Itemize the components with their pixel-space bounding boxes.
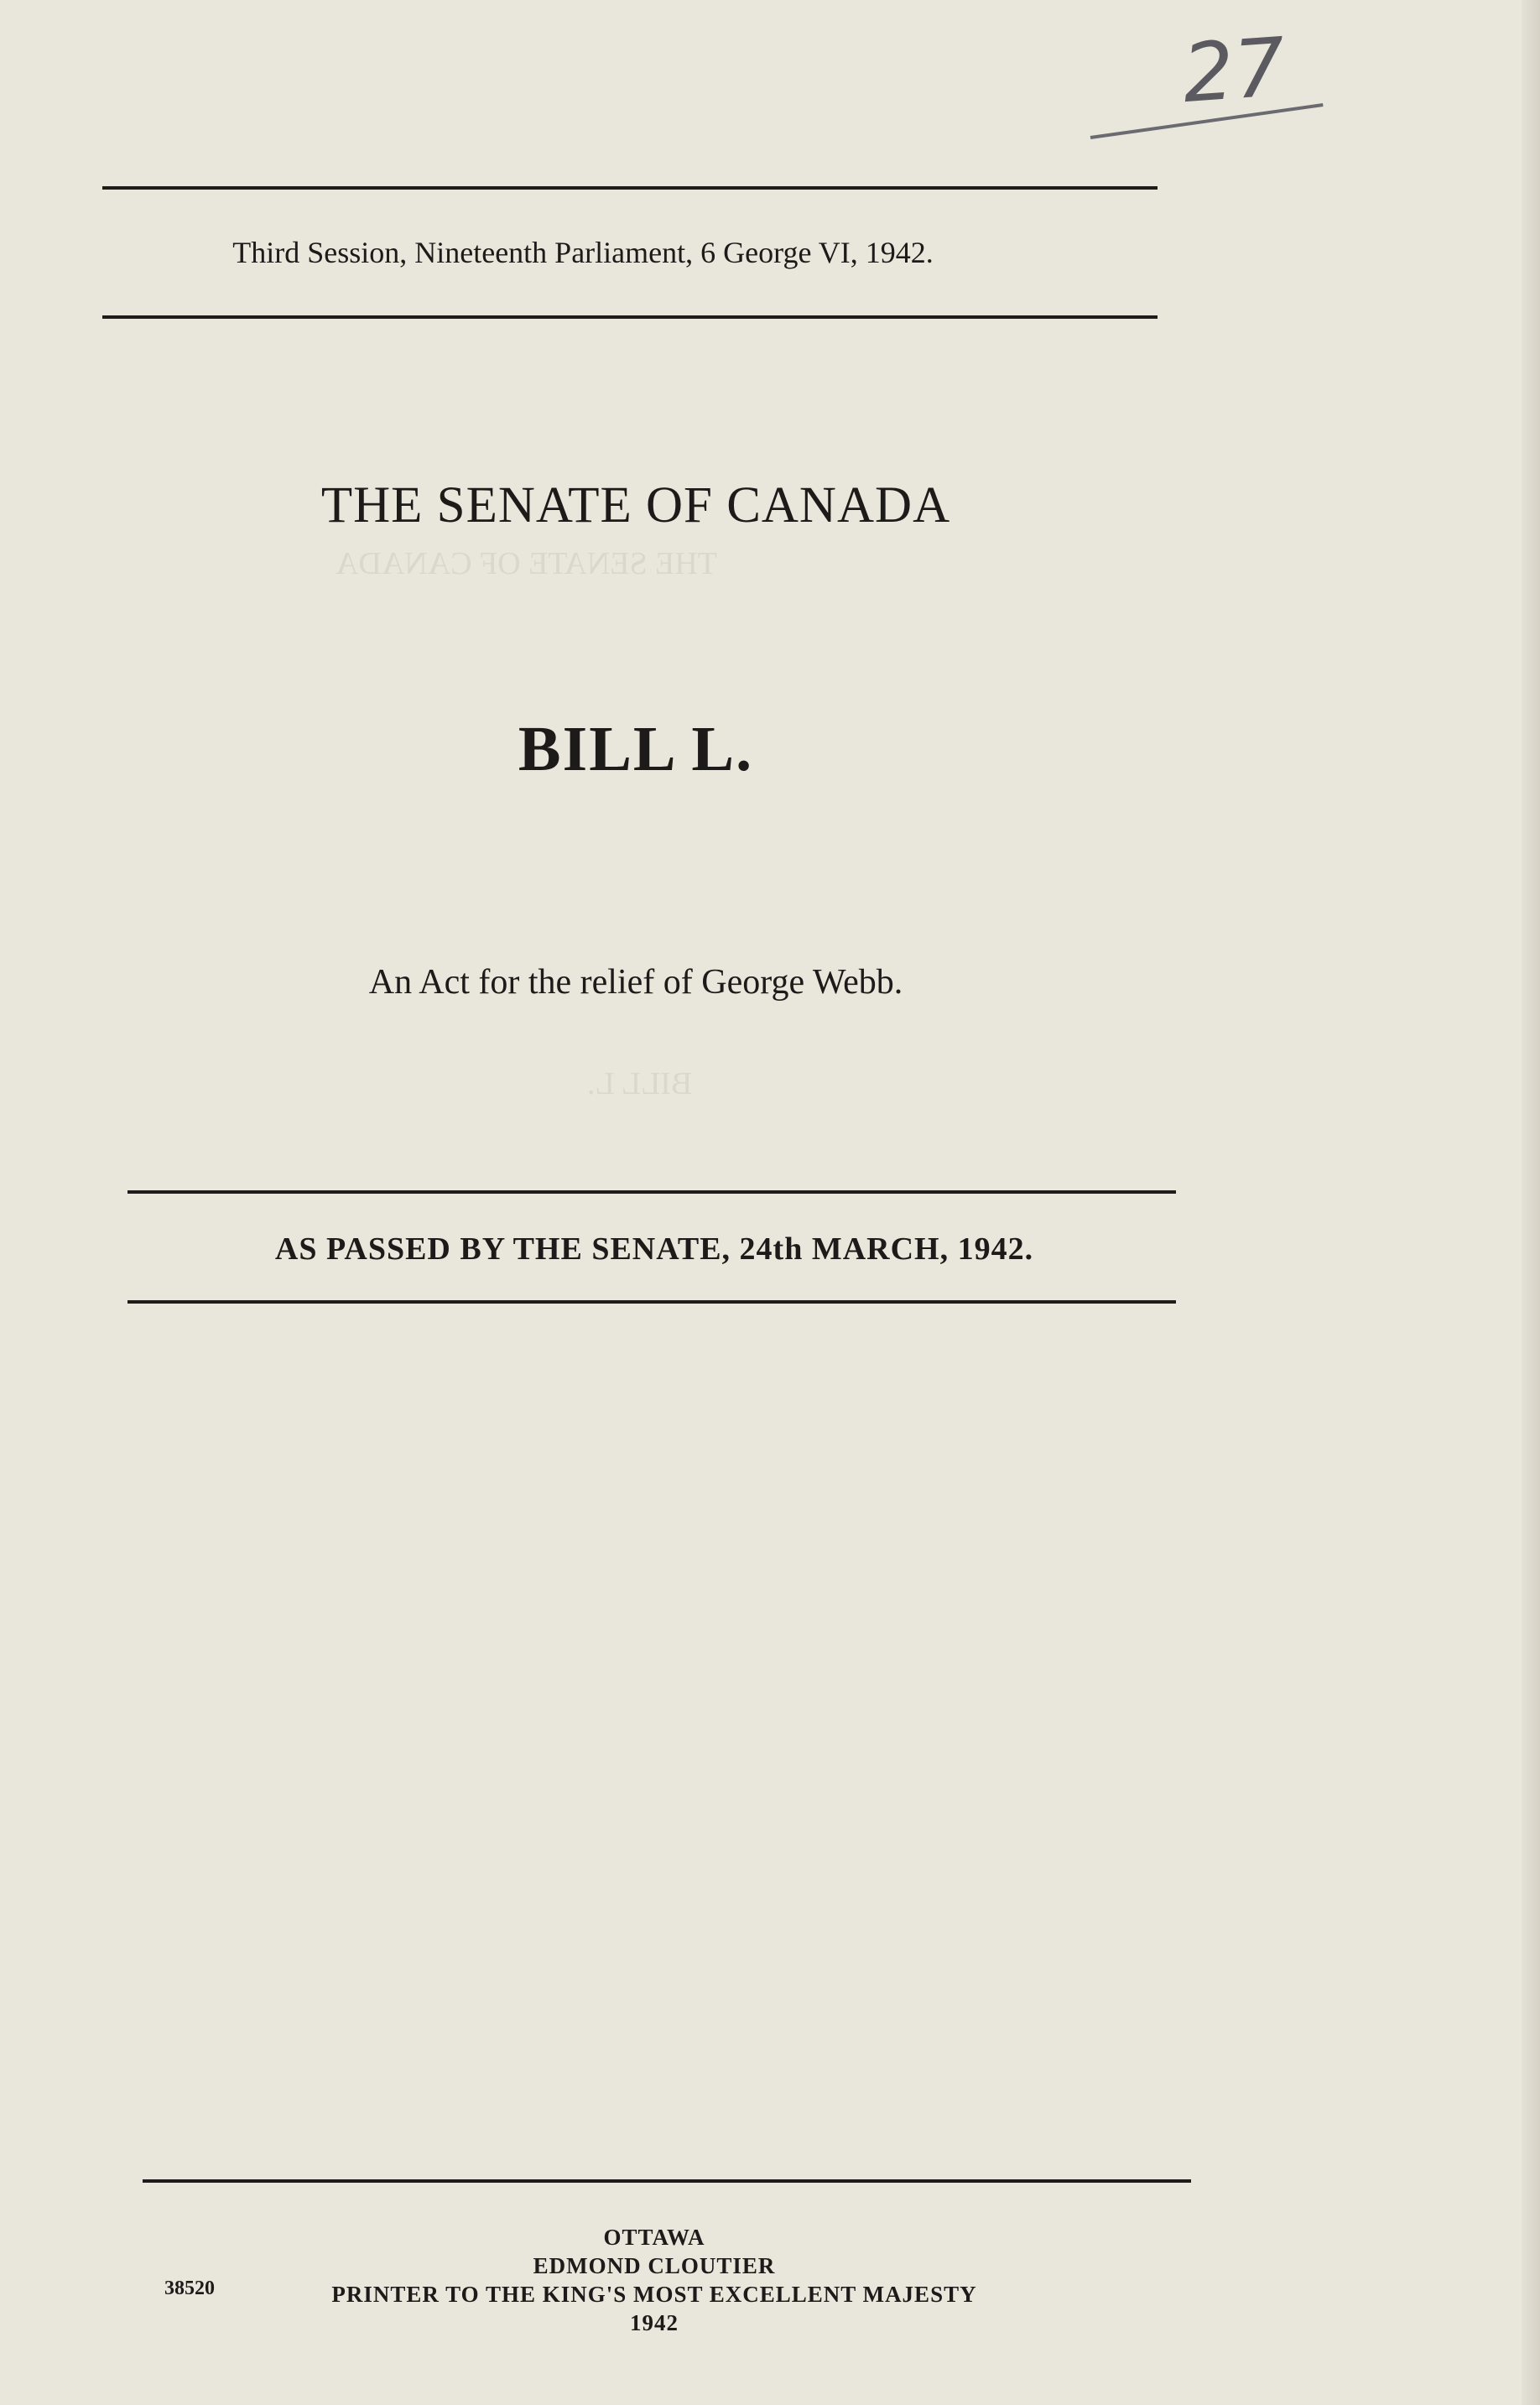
session-line: Third Session, Nineteenth Parliament, 6 George VI, 1942. (232, 236, 934, 269)
header-bottom-rule (102, 315, 1158, 319)
footer-rule (143, 2179, 1191, 2183)
passed-top-rule (127, 1190, 1176, 1194)
imprint-year: 1942 (630, 2310, 679, 2335)
page-edge-shadow (1522, 0, 1540, 2405)
chamber-title: THE SENATE OF CANADA (320, 477, 951, 534)
show-through-text: BILL L. (587, 1066, 693, 1101)
show-through-text: THE SENATE OF CANADA (336, 546, 717, 581)
handwritten-page-number: 27 (1179, 19, 1288, 122)
bill-title: BILL L. (518, 714, 754, 784)
imprint-printer-title: PRINTER TO THE KING'S MOST EXCELLENT MAJESTY (331, 2282, 977, 2307)
passed-bottom-rule (127, 1300, 1176, 1304)
print-number: 38520 (164, 2277, 215, 2299)
act-title: An Act for the relief of George Webb. (368, 963, 903, 1002)
header-top-rule (102, 186, 1158, 190)
imprint-city: OTTAWA (603, 2225, 705, 2250)
imprint-printer-name: EDMOND CLOUTIER (533, 2253, 776, 2278)
passed-status: AS PASSED BY THE SENATE, 24th MARCH, 1942. (274, 1231, 1034, 1267)
